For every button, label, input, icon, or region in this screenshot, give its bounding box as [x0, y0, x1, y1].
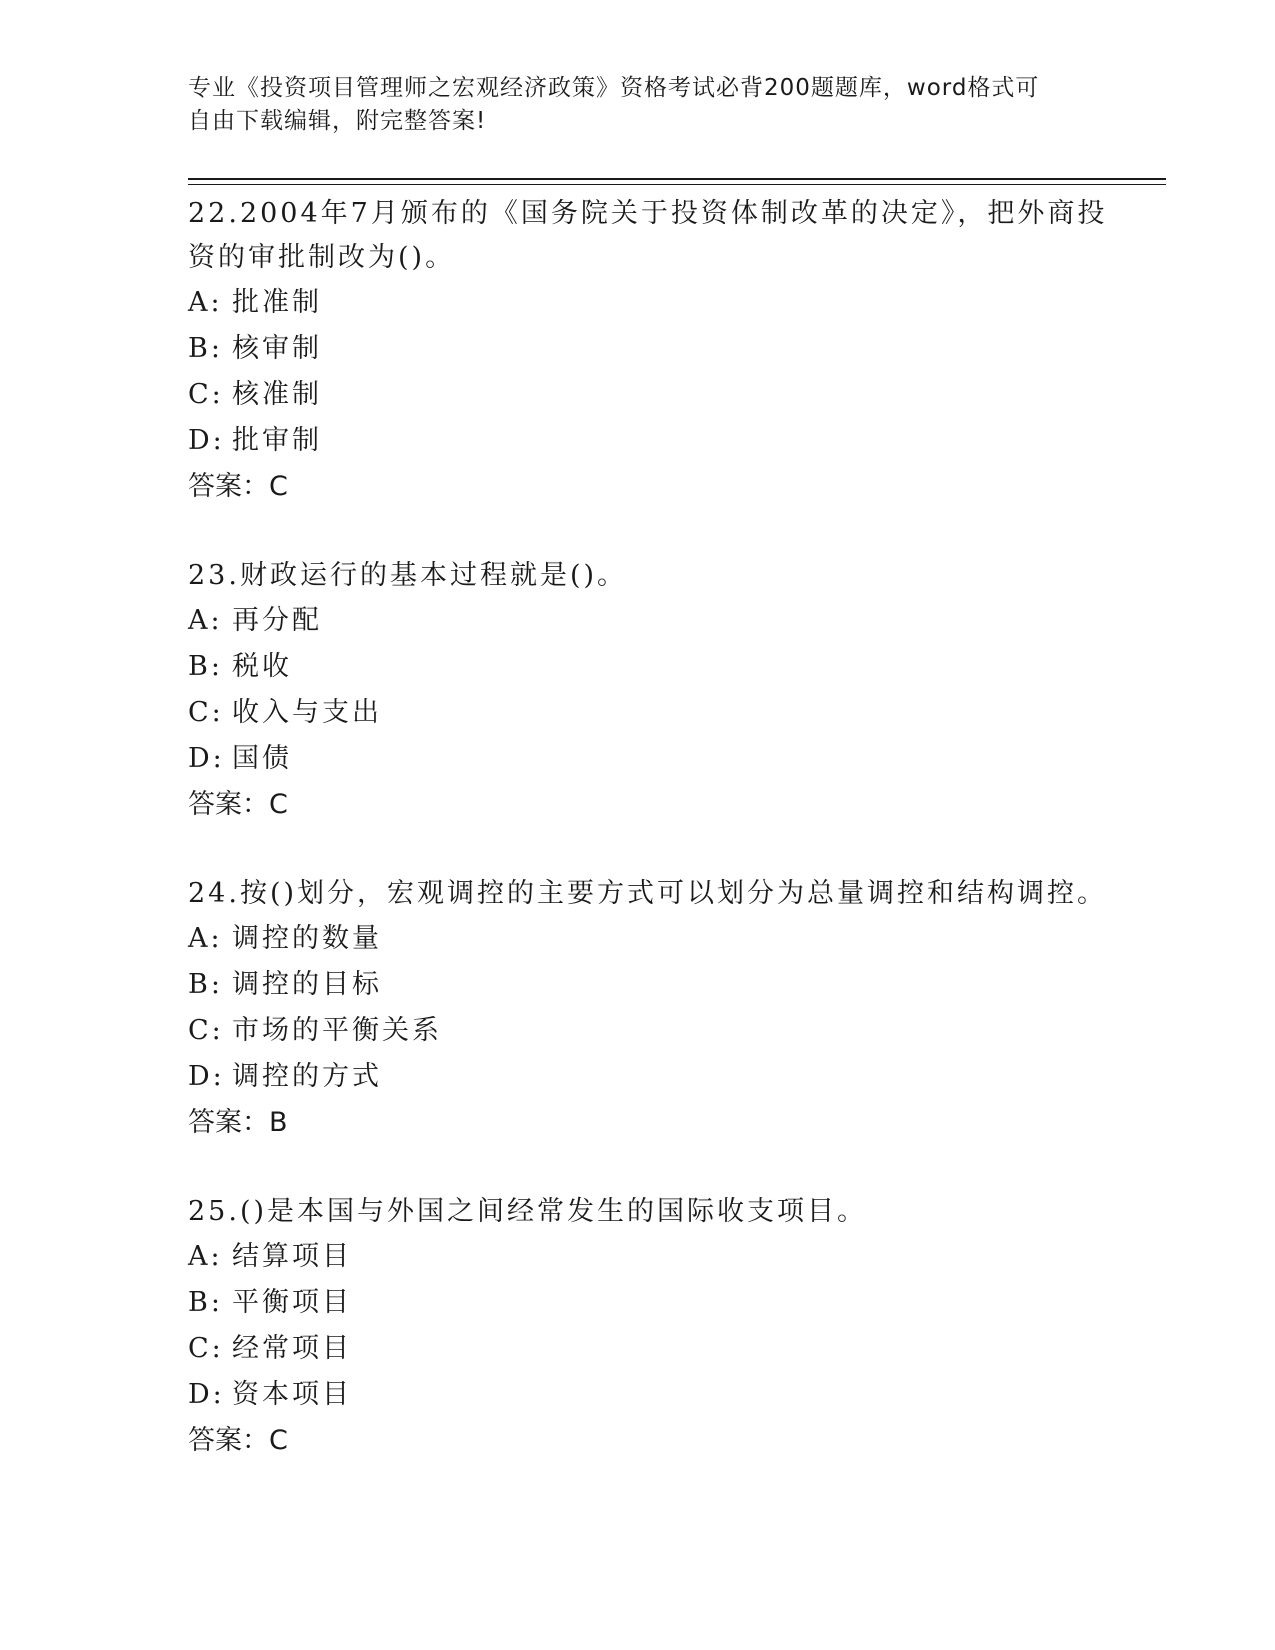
option-b — [188, 644, 1148, 690]
option-letter: A: — [188, 923, 223, 954]
option-c — [188, 690, 1148, 736]
option-d — [188, 736, 1148, 782]
answer-line: 答案：C — [188, 1425, 288, 1456]
option-letter: B: — [188, 1287, 223, 1318]
option-letter: B: — [188, 333, 223, 364]
option-letter: C: — [188, 379, 224, 410]
option-text: 批审制 — [232, 425, 322, 456]
question-stem-line-1: 25.()是本国与外国之间经常发生的国际收支项目。 — [188, 1196, 868, 1227]
question-stem-line-1: 24.按()划分，宏观调控的主要方式可以划分为总量调控和结构调控。 — [188, 878, 1108, 909]
option-text: 批准制 — [232, 287, 322, 318]
option-a — [188, 598, 1148, 644]
option-letter: A: — [188, 605, 223, 636]
option-text: 调控的数量 — [232, 923, 382, 954]
option-text: 调控的目标 — [232, 969, 382, 1000]
option-letter: A: — [188, 287, 223, 318]
option-c — [188, 1326, 1148, 1372]
option-text: 经常项目 — [232, 1333, 352, 1364]
option-text: 市场的平衡关系 — [232, 1015, 442, 1046]
option-c — [188, 372, 1148, 418]
option-letter: D: — [188, 425, 225, 456]
option-letter: D: — [188, 1061, 225, 1092]
option-c — [188, 1008, 1148, 1054]
option-letter: A: — [188, 1241, 223, 1272]
option-letter: B: — [188, 651, 223, 682]
question-stem-line-1: 23.财政运行的基本过程就是()。 — [188, 560, 628, 591]
option-text: 结算项目 — [232, 1241, 352, 1272]
option-text: 国债 — [232, 743, 292, 774]
question-25 — [188, 1190, 1148, 1464]
document-header — [188, 72, 1088, 138]
option-b — [188, 962, 1148, 1008]
option-d — [188, 1054, 1148, 1100]
option-letter: C: — [188, 697, 224, 728]
option-b — [188, 326, 1148, 372]
option-letter: D: — [188, 743, 225, 774]
header-divider-thick — [188, 178, 1166, 180]
option-text: 收入与支出 — [232, 697, 382, 728]
question-list — [188, 192, 1148, 1508]
option-text: 平衡项目 — [232, 1287, 352, 1318]
header-line-1: 专业《投资项目管理师之宏观经济政策》资格考试必背200题题库，word格式可 — [188, 75, 1040, 101]
option-letter: B: — [188, 969, 223, 1000]
option-d — [188, 1372, 1148, 1418]
option-a — [188, 916, 1148, 962]
header-line-2: 自由下载编辑，附完整答案! — [188, 108, 487, 134]
option-b — [188, 1280, 1148, 1326]
answer-line: 答案：C — [188, 789, 288, 820]
question-stem-line-2: 资的审批制改为()。 — [188, 242, 456, 273]
option-a — [188, 280, 1148, 326]
question-22 — [188, 192, 1148, 510]
option-text: 调控的方式 — [232, 1061, 382, 1092]
option-a — [188, 1234, 1148, 1280]
option-text: 资本项目 — [232, 1379, 352, 1410]
question-stem-line-1: 22.2004年7月颁布的《国务院关于投资体制改革的决定》，把外商投 — [188, 198, 1108, 229]
option-letter: C: — [188, 1333, 224, 1364]
option-letter: D: — [188, 1379, 225, 1410]
question-24 — [188, 872, 1148, 1146]
option-letter: C: — [188, 1015, 224, 1046]
option-text: 核准制 — [232, 379, 322, 410]
answer-line: 答案：C — [188, 471, 288, 502]
option-text: 再分配 — [232, 605, 322, 636]
question-23 — [188, 554, 1148, 828]
option-text: 核审制 — [232, 333, 322, 364]
option-text: 税收 — [232, 651, 292, 682]
option-d — [188, 418, 1148, 464]
header-divider-thin — [188, 184, 1166, 185]
answer-line: 答案：B — [188, 1107, 288, 1138]
